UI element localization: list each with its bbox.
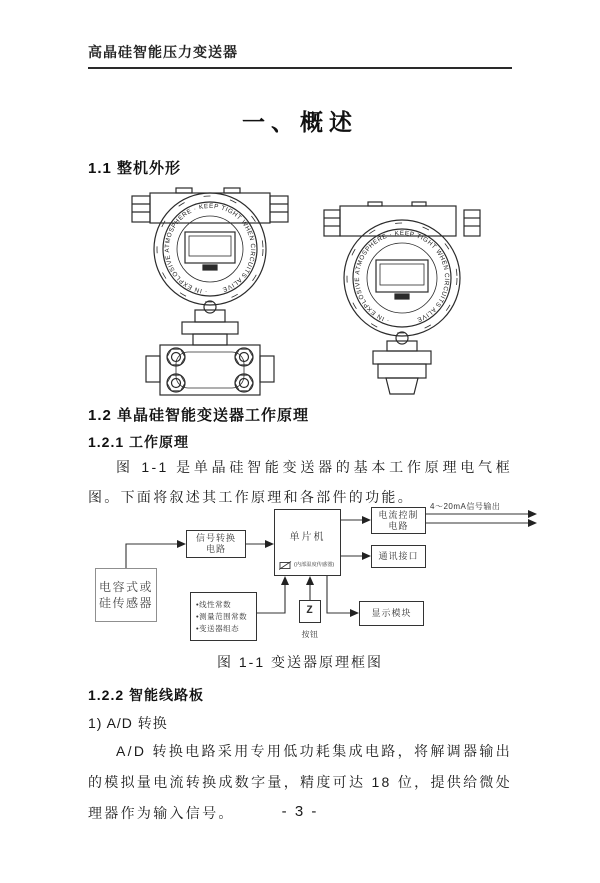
gp-transmitter-drawing (316, 198, 488, 396)
figure-caption: 图 1-1 变送器原理框图 (216, 654, 383, 670)
dp-transmitter-drawing (118, 186, 303, 398)
transmitter-drawings (88, 186, 512, 398)
comm-interface-box: 通讯接口 (371, 545, 426, 568)
constants-box: •线性常数 •测量范围常数 •变送器组态 (190, 592, 257, 641)
sensor-box: 电容式或 硅传感器 (95, 568, 157, 622)
internal-temp-sensor: (内部温度传感器) (279, 560, 335, 571)
section-1-2-heading: 1.2 单晶硅智能变送器工作原理 (88, 407, 310, 424)
thermistor-icon (279, 561, 292, 570)
signal-conversion-box: 信号转换 电路 (186, 530, 246, 558)
bezel-ring-text (161, 200, 259, 298)
section-1-1-heading: 1.1 整机外形 (88, 160, 182, 177)
section-1-2-2-heading: 1.2.2 智能线路板 (88, 687, 205, 703)
page-number: - 3 - (281, 803, 319, 820)
current-control-box: 电流控制 电路 (371, 507, 426, 534)
dp-transmitter-svg (118, 186, 303, 398)
principle-block-diagram (78, 500, 540, 652)
svg-text:· IN EXPLOSIVE ATMOSPHERE · KE: · IN EXPLOSIVE ATMOSPHERE · KEEP TIGHT WHEN CIRCUITS ALIVE (353, 229, 451, 324)
mcu-box: 单片机 (内部温度传感器) (274, 509, 341, 576)
section-1-2-1-heading: 1.2.1 工作原理 (88, 434, 190, 450)
z-button-label: 按钮 (301, 630, 319, 639)
document-header: 高晶硅智能压力变送器 (88, 42, 512, 69)
z-button-box: Z (299, 600, 321, 623)
gp-transmitter-svg (316, 198, 488, 396)
display-module-box: 显示模块 (359, 601, 424, 626)
svg-text:· IN EXPLOSIVE ATMOSPHERE · KE: · IN EXPLOSIVE ATMOSPHERE · KEEP TIGHT WHEN CIRCUITS ALIVE (163, 202, 257, 295)
chapter-title: 一、概述 (242, 109, 358, 135)
ad-conversion-paragraph: A/D 转换电路采用专用低功耗集成电路，将解调器输出的模拟量电流转换成数字量，精度可达 18 位，提供给微处理器作为输入信号。 (88, 743, 512, 821)
working-principle-paragraph: 图 1-1 是单晶硅智能变送器的基本工作原理电气框图。下面将叙述其工作原理和各部件的功能。 (88, 459, 512, 505)
output-signal-label: 4～20mA信号输出 (430, 502, 501, 511)
ad-conversion-item: 1) A/D 转换 (88, 715, 168, 731)
